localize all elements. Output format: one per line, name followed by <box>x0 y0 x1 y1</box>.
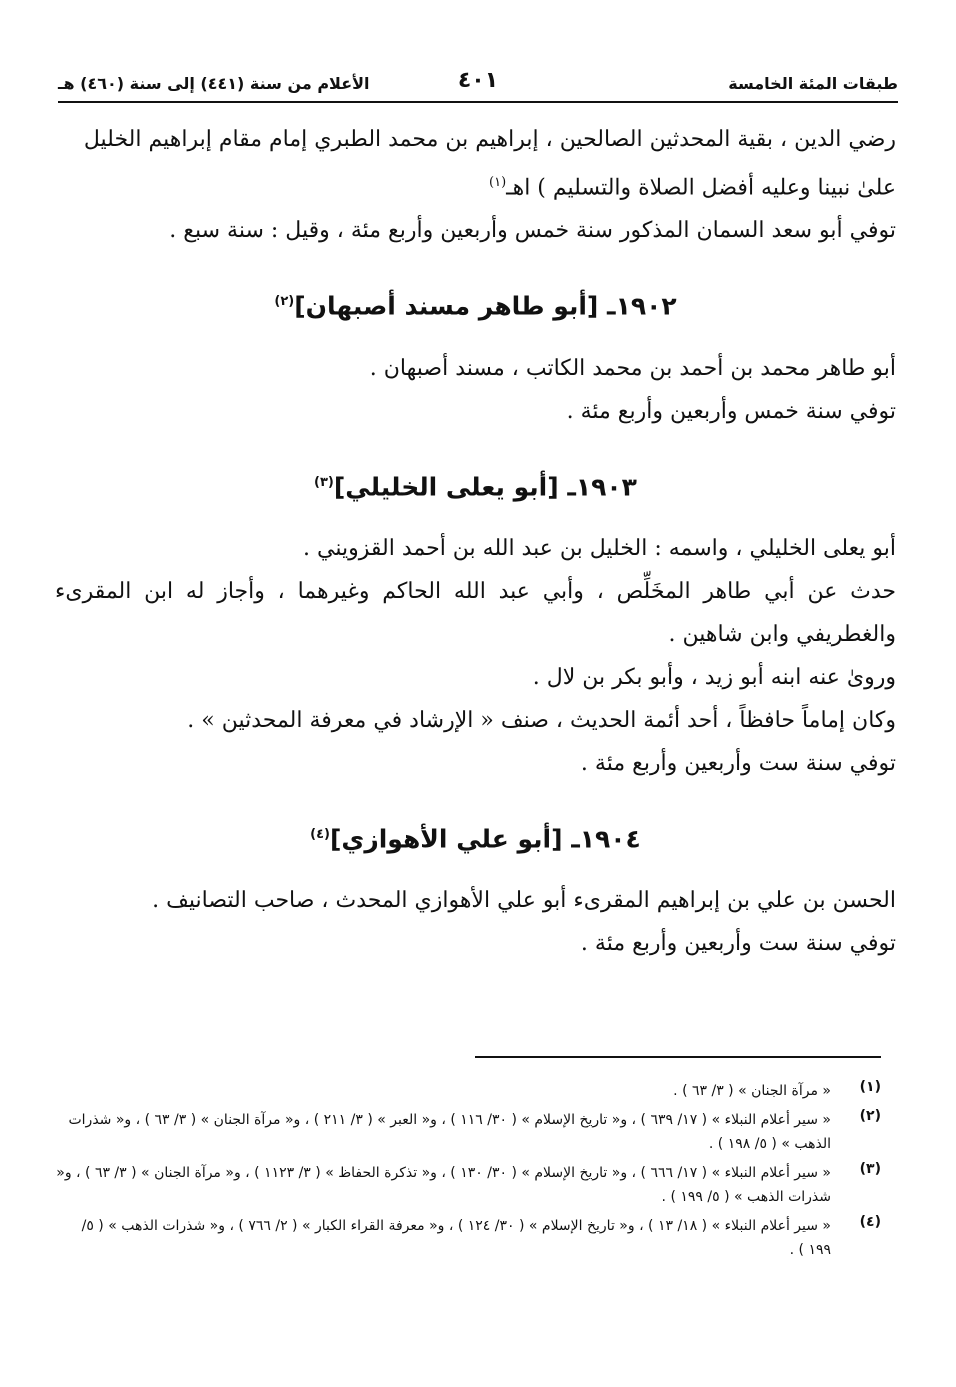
page-number: ٤٠١ <box>457 68 499 93</box>
footnote <box>55 1108 881 1156</box>
footnote-ref: (٣) <box>314 474 334 490</box>
footnote-ref: (٢) <box>274 294 295 310</box>
footnote-number: (٢) <box>859 1108 881 1124</box>
entry-heading: ١٩٠٣ـ [أبو يعلى الخليلي]$^{(٣)}$ <box>314 471 637 501</box>
entry-heading: ١٩٠٤ـ [أبو علي الأهوازي]$^{(٤)}$ <box>310 824 641 854</box>
header-rule <box>58 101 898 103</box>
footnote-number: (٣) <box>859 1161 881 1177</box>
header-section-title: طبقات المئة الخامسة <box>728 74 898 93</box>
footnote-ref: (١) <box>489 175 507 190</box>
footnotes <box>55 1079 881 1267</box>
header-year-range: الأعلام من سنة (٤٤١) إلى سنة (٤٦٠) هـ <box>58 74 370 93</box>
footnote-rule <box>475 1056 881 1058</box>
footnote <box>55 1161 881 1209</box>
intro-line: رضي الدين ، بقية المحدثين الصالحين ، إبراهيم بن محمد الطبري إمام مقام إبراهيم الخليل <box>83 127 896 152</box>
footnote <box>55 1214 881 1262</box>
entry-paragraph: وروىٰ عنه ابنه أبو زيد ، وأبو بكر بن لال . <box>532 664 896 690</box>
entry-paragraph: وكان إماماً حافظاً ، أحد أئمة الحديث ، صنف « الإرشاد في معرفة المحدثين » . <box>187 707 896 733</box>
intro-death-line: توفي أبو سعد السمان المذكور سنة خمس وأربعين وأربع مئة ، وقيل : سنة سبع . <box>169 218 896 244</box>
footnote-text: « سير أعلام النبلاء » ( ١٨/ ١٣ ) ، و« تاريخ الإسلام » ( ٣٠/ ١٢٤ ) ، و« معرفة القراء الكبار » ( ٢/ ٧٦٦ ) ، و« شذرات الذهب » ( ٥/ ١٩٩ ) . <box>81 1218 831 1258</box>
entry-paragraph: توفي سنة خمس وأربعين وأربع مئة . <box>566 398 896 424</box>
running-header <box>58 66 898 100</box>
entry-paragraph: توفي سنة ست وأربعين وأربع مئة . <box>580 750 896 776</box>
footnote-text: « مرآة الجنان » ( ٣/ ٦٣ ) . <box>673 1083 831 1099</box>
entry-paragraph: الحسن بن علي بن إبراهيم المقرىء أبو علي الأهوازي المحدث ، صاحب التصانيف . <box>152 888 896 914</box>
intro-line: علىٰ نبينا وعليه أفضل الصلاة والتسليم ) اهـ$^{(١)}$ <box>489 175 896 201</box>
footnote-number: (١) <box>859 1079 881 1095</box>
entry-paragraph: أبو طاهر محمد بن أحمد بن محمد الكاتب ، مسند أصبهان . <box>369 355 896 381</box>
footnote <box>55 1079 881 1103</box>
entry-heading: ١٩٠٢ـ [أبو طاهر مسند أصبهان]$^{(٢)}$ <box>274 291 677 321</box>
entry-paragraph: توفي سنة ست وأربعين وأربع مئة . <box>580 931 896 957</box>
footnote-text: « سير أعلام النبلاء » ( ١٧/ ٦٦٦ ) ، و« تاريخ الإسلام » ( ٣٠/ ١٣٠ ) ، و« تذكرة الحفاظ » ( ٣/ ١١٢٣ ) ، و« مرآة الجنان » ( ٣/ ٦٣ ) ، و« شذرات الذهب » ( ٥/ ١٩٩ ) . <box>56 1165 831 1205</box>
footnote-number: (٤) <box>859 1214 881 1230</box>
footnote-text: « سير أعلام النبلاء » ( ١٧/ ٦٣٩ ) ، و« تاريخ الإسلام » ( ٣٠/ ١١٦ ) ، و« العبر » ( ٣/ ٢١١ ) ، و« مرآة الجنان » ( ٣/ ٦٣ ) ، و« شذرات الذهب » ( ٥/ ١٩٨ ) . <box>68 1112 831 1152</box>
main-text <box>55 118 896 965</box>
footnote-ref: (٤) <box>310 826 330 842</box>
entry-paragraph: حدث عن أبي طاهر المخَلِّص ، وأبي عبد الله الحاكم وغيرهما ، وأجاز له ابن المقرىء والغطريفي وابن شاهين . <box>55 578 896 647</box>
entry-paragraph: أبو يعلى الخليلي ، واسمه : الخليل بن عبد الله بن أحمد القزويني . <box>303 535 896 561</box>
